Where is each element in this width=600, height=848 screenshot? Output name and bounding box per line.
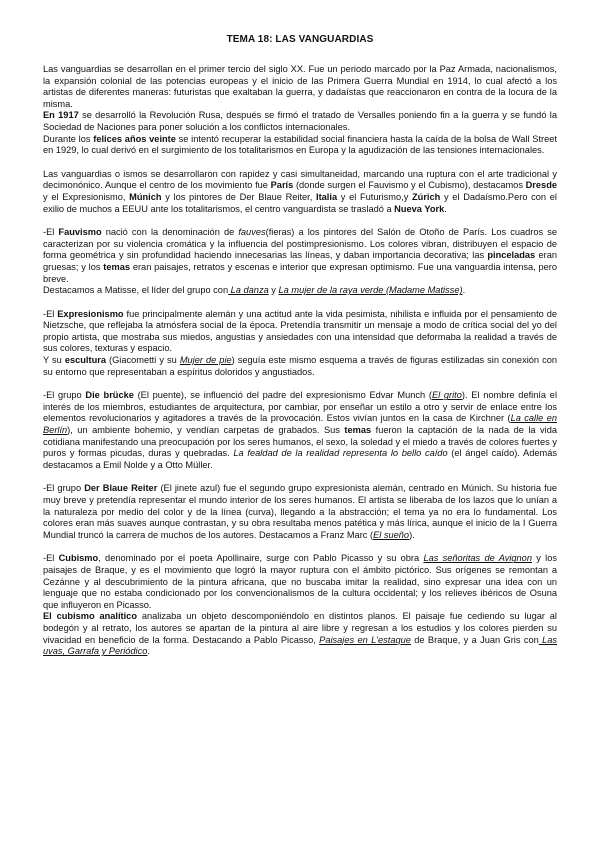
work-la-fealdad: La fealdad de la realidad representa lo bello caído — [233, 448, 448, 459]
work-mujer-de-pie: Mujer de pie — [179, 355, 232, 366]
der-blaue-reiter-paragraph: -El grupo Der Blaue Reiter (El jinete azul) fue el segundo grupo expresionista alemán, centrado en Múnich. Su historia fue muy breve y pretendía representar el mundo interior de los seres humanos. El artista se liberaba de los lazos que lo unían a la naturaleza por medio del color y de la línea (curva), llegando a la abstracción; el tema ya no era lo fundamental. Los colores eran más suaves aunque contrastan, y su obra resultaba menos patética y más lírica, aunque el inicio de la I Guerra Mundial truncó la carrera de muchos de los autores. Destacamos a Franz Marc (El sueño). — [43, 483, 557, 540]
fauvismo-paragraph: -El Fauvismo nació con la denominación de fauves(fieras) a los pintores del Salón de Otoño de París. Los cuadros se caracterizan por su violencia cromática y la influencia del postimpresionismo. Los colores vibran, distribuyen el espacio de forma geométrica y sin profundidad haciendo innecesarias las líneas, y daban importancia decorativa; las pinceladas eran gruesas; y los temas eran paisajes, retratos y escenas e interior que expresan optimismo. Fue una vanguardia intensa, pero breve. — [43, 227, 558, 284]
isms-section — [43, 169, 557, 215]
fauvismo-section — [43, 227, 557, 297]
document-title: TEMA 18: LAS VANGUARDIAS — [226, 34, 374, 45]
cubismo-section — [43, 553, 557, 657]
escultura-paragraph: Y su escultura (Giacometti y su Mujer de pie) seguía este mismo esquema a través de figuras estilizadas sin conexión con su entorno que representaban a espíritus doloridos y angustiados. — [43, 355, 557, 377]
work-el-grito: El grito — [431, 390, 462, 401]
work-la-mujer-de-la-raya-verde: La mujer de la raya verde (Madame Matisse) — [278, 285, 463, 296]
cubismo-analitico-paragraph: El cubismo analítico analizaba un objeto descomponiéndolo en distintos planos. El paisaje fue cediendo su lugar al bodegón y al retrato, los autores se apartan de la pintura al aire libre y regresan a los estudios y los colores pierden su vivacidad en beneficio de la forma. Destacando a Pablo Picasso, Paisajes en L'estaque de Braque, y a Juan Gris con Las uvas, Garrafa y Periódico. — [43, 611, 557, 657]
isms-paragraph: Las vanguardias o ismos se desarrollaron con rapidez y casi simultaneidad, marcando una ruptura con el arte tradicional y decimonónico. Aunque el centro de los movimiento fue París (donde surgen el Fauvismo y el Cubismo), destacamos Dresde y el Expresionismo, Múnich y los pintores de Der Blaue Reiter, Italia y el Futurismo,y Zúrich y el Dadaísmo.Pero con el exilio de muchos a EEUU ante los totalitarismos, el centro vanguardista se trasladó a Nueva York. — [43, 168, 557, 214]
expresionismo-section — [43, 309, 557, 379]
work-la-calle-en-berlin: La calle en Berlín — [43, 413, 557, 436]
work-las-senoritas-de-avignon: Las señoritas de Avignon — [423, 553, 532, 564]
cubismo-paragraph: -El Cubismo, denominado por el poeta Apollinaire, surge con Pablo Picasso y su obra Las señoritas de Avignon y los paisajes de Braque, y es el movimiento que logró la mayor ruptura con el ámbito pictórico. Sus orígenes se remontan a Cezánne y al descubrimiento de la pintura africana, que no buscaba imitar la realidad, sino expresar una idea con un lenguaje que no estaba condicionado por los convencionalismos de la cultura occidental; y los relieves ibéricos de Osuna que influyeron en Picasso. — [43, 553, 558, 610]
work-la-danza: La danza — [228, 285, 269, 296]
intro-paragraph-2: En 1917 se desarrolló la Revolución Rusa, después se firmó el tratado de Versalles poniendo fin a la guerra y se fundó la Sociedad de Naciones para poner solución a los conflictos internacionales. — [43, 110, 557, 132]
work-paisajes-en-lestaque: Paisajes en L'estaque — [319, 634, 411, 645]
expresionismo-paragraph: -El Expresionismo fue principalmente alemán y una actitud ante la vida pesimista, nihilista e influida por el pensamiento de Nietzsche, que reflejaba la atmósfera social de la época. Pretendía transmitir un mensaje a modo de crítica social del yo del propio artista, que mostraba sus miedos, angustias y ansiedades con una intensidad que deformaba la realidad a través de sus colores, texturas y espacio. — [43, 308, 558, 354]
der-blaue-reiter-section — [43, 483, 557, 541]
intro-paragraph-1: Las vanguardias se desarrollan en el primer tercio del siglo XX. Fue un periodo marcado por la Paz Armada, nacionalismos, la expansión colonial de las potencias europeas y el inicio de las Primera Guerra Mundial en 1914, lo cual afectó a los artistas de diferentes maneras: futuristas que exaltaban la guerra, y dadaístas que reaccionaron en contra de la locura de la misma. — [43, 64, 557, 109]
die-brucke-paragraph: -El grupo Die brücke (El puente), se influenció del padre del expresionismo Edvar Munch (El grito). El nombre definía el interés de los miembros, estudiantes de arquitectura, por cambiar, por enseñar un estilo a otro y servir de enlace entre los elementos revolucionarios y agitadores a través de la provocación. Estos vivían juntos en la casa de Kirchner (La calle en Berlín), un ambiente bohemio, y vendían carpetas de grabados. Sus temas fueron la captación de la nada de la vida cotidiana manifestando una preocupación por los seres humanos, el sexo, la soledad y el miedo a través de colores fuertes y puros y formas picudas, duras y quebradas. La fealdad de la realidad representa lo bello caído (el ángel caído). Además destacamos a Emil Nolde y a Otto Müller. — [43, 390, 557, 470]
work-las-uvas: Las uvas, Garrafa y Periódico — [43, 634, 557, 657]
fauvismo-works: Destacamos a Matisse, el líder del grupo con La danza y La mujer de la raya verde (Madame Matisse). — [43, 285, 466, 296]
intro-paragraph-3: Durante los felices años veinte se intentó recuperar la estabilidad social financiera hasta la caída de la bolsa de Wall Street en 1929, lo cual derivó en el surgimiento de los totalitarismos en Europa y la agudización de las tensiones internacionales. — [43, 133, 557, 156]
intro-section — [43, 64, 557, 157]
work-el-sueno: El sueño — [373, 529, 410, 540]
die-brucke-section — [43, 390, 557, 471]
